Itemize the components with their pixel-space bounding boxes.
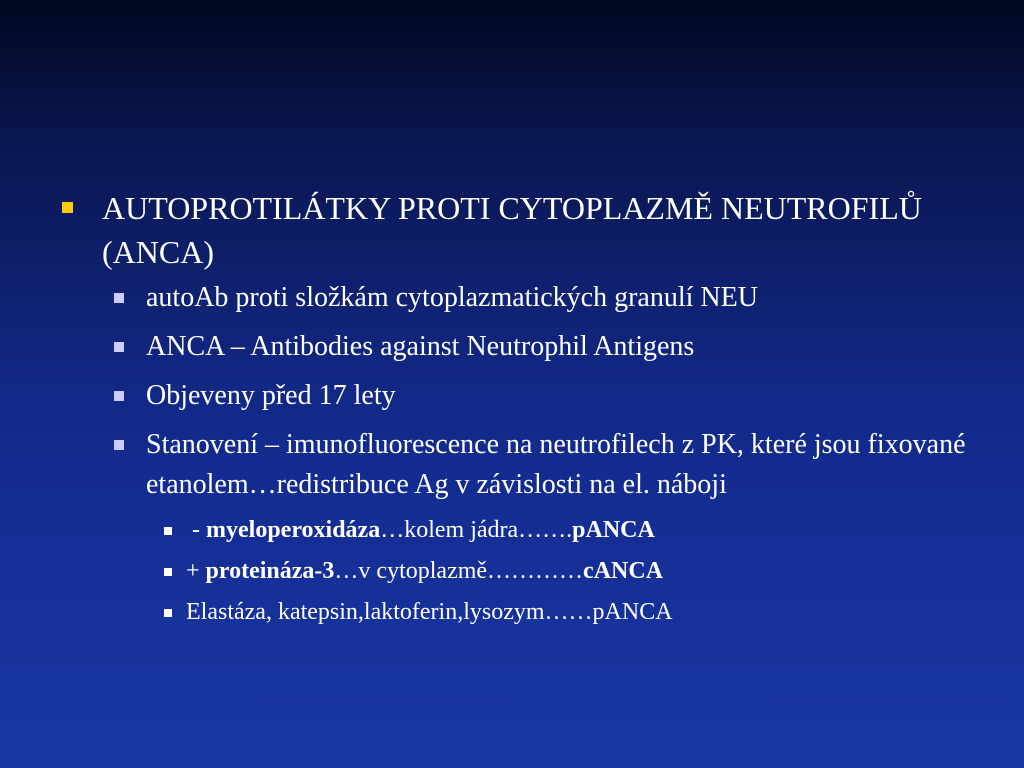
square-bullet-icon [164, 609, 172, 617]
square-bullet-icon [114, 391, 124, 401]
sub-bullet-text: Objeveny před 17 lety [146, 380, 396, 411]
sub-bullet-text: ANCA – Antibodies against Neutrophil Antigens [146, 331, 695, 362]
sub-sub-bullet-result: pANCA [572, 517, 655, 543]
square-bullet-icon [114, 440, 124, 450]
square-bullet-icon [114, 342, 124, 352]
sub-bullet-item [114, 376, 982, 416]
sub-bullet-item [114, 425, 982, 505]
sub-sub-bullet-term: myeloperoxidáza [206, 517, 381, 543]
sub-sub-bullet-prefix: - [186, 517, 206, 543]
sub-bullet-text: autoAb proti složkám cytoplazmatických granulí NEU [146, 282, 758, 313]
sub-bullet-text: Stanovení – imunofluorescence na neutrofilech z PK, které jsou fixované etanolem…redistribuce Ag v závislosti na el. náboji [146, 429, 966, 500]
sub-sub-bullet-text: Elastáza, katepsin,laktoferin,lysozym……pANCA [186, 599, 673, 625]
sub-sub-bullet-item [164, 596, 982, 628]
sub-sub-bullet-middle: …v cytoplazmě………… [334, 558, 584, 584]
sub-sub-bullet-list [114, 514, 982, 628]
sub-sub-bullet-result: cANCA [583, 558, 664, 584]
square-bullet-icon [164, 568, 172, 576]
sub-sub-bullet-item [164, 514, 982, 546]
square-bullet-icon [114, 293, 124, 303]
square-bullet-icon [164, 527, 172, 535]
sub-bullet-list [62, 278, 982, 628]
sub-sub-bullet-term: proteináza-3 [205, 558, 335, 584]
sub-sub-bullet-prefix: + [186, 558, 206, 584]
main-bullet-text: AUTOPROTILÁTKY PROTI CYTOPLAZMĚ NEUTROFILŮ (ANCA) [102, 190, 922, 270]
bullet-list [62, 186, 982, 637]
sub-bullet-item [114, 327, 982, 367]
sub-sub-bullet-item [164, 555, 982, 587]
sub-bullet-item [114, 278, 982, 318]
square-bullet-icon [62, 202, 73, 213]
main-bullet [62, 186, 982, 274]
sub-sub-bullet-middle: …kolem jádra……. [380, 517, 573, 543]
